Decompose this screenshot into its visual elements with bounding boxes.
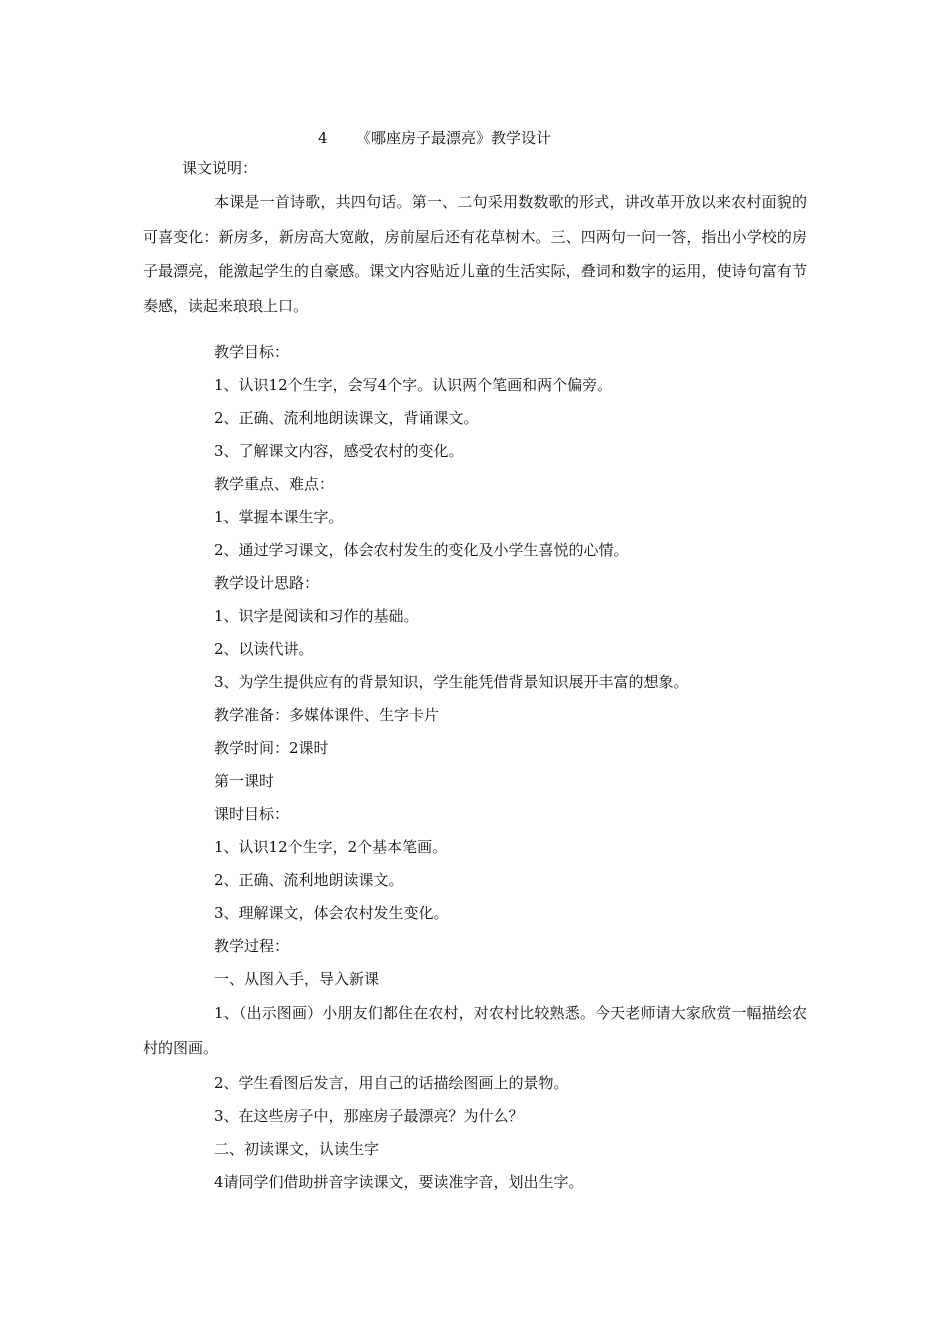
key-point-item-2: 2、通过学习课文，体会农村发生的变化及小学生喜悦的心情。 <box>214 541 629 559</box>
goal-item-2: 2、正确、流利地朗读课文，背诵课文。 <box>214 409 479 427</box>
process-step-1-paragraph: 1、（出示图画）小朋友们都住在农村，对农村比较熟悉。今天老师请大家欣赏一幅描绘农村的图画。 <box>143 1004 807 1057</box>
process-step-2: 2、学生看图后发言，用自己的话描绘图画上的景物。 <box>214 1074 569 1092</box>
design-idea-item-1: 1、识字是阅读和习作的基础。 <box>214 607 419 625</box>
process-step-4: 4请同学们借助拼音字读课文，要读准字音，划出生字。 <box>214 1173 584 1191</box>
heading-design-ideas: 教学设计思路： <box>214 574 320 592</box>
heading-teaching-process: 教学过程： <box>214 937 290 955</box>
process-step-heading-1: 一、从图入手，导入新课 <box>214 970 380 988</box>
heading-teaching-goals: 教学目标： <box>214 343 290 361</box>
teaching-preparation: 教学准备：多媒体课件、生字卡片 <box>214 706 440 724</box>
heading-first-lesson: 第一课时 <box>214 772 275 790</box>
heading-key-points: 教学重点、难点： <box>214 475 335 493</box>
lesson-title: 《哪座房子最漂亮》教学设计 <box>356 129 552 147</box>
design-idea-item-3: 3、为学生提供应有的背景知识，学生能凭借背景知识展开丰富的想象。 <box>214 673 689 691</box>
process-step-heading-2: 二、初读课文，认读生字 <box>214 1140 380 1158</box>
lesson-goal-item-3: 3、理解课文，体会农村发生变化。 <box>214 904 449 922</box>
goal-item-1: 1、认识12个生字，会写4个字。认识两个笔画和两个偏旁。 <box>214 376 613 394</box>
lesson-goal-item-1: 1、认识12个生字，2个基本笔画。 <box>214 838 448 856</box>
key-point-item-1: 1、掌握本课生字。 <box>214 508 344 526</box>
goal-item-3: 3、了解课文内容，感受农村的变化。 <box>214 442 464 460</box>
intro-paragraph: 本课是一首诗歌，共四句话。第一、二句采用数数歌的形式，讲改革开放以来农村面貌的可喜变化：新房多，新房高大宽敞，房前屋后还有花草树木。三、四两句一问一答，指出小学校的房子最漂亮，能激起学生的自豪感。课文内容贴近儿童的生活实际，叠词和数字的运用，使诗句富有节奏感，读起来琅琅上口。 <box>143 193 807 315</box>
heading-lesson-goals: 课时目标： <box>214 805 290 823</box>
section-label-text-notes: 课文说明： <box>182 159 258 177</box>
lesson-number: 4 <box>318 129 328 147</box>
design-idea-item-2: 2、以读代讲。 <box>214 640 314 658</box>
process-step-3: 3、在这些房子中，那座房子最漂亮？为什么？ <box>214 1107 524 1125</box>
teaching-time: 教学时间：2课时 <box>214 739 329 757</box>
lesson-goal-item-2: 2、正确、流利地朗读课文。 <box>214 871 404 889</box>
